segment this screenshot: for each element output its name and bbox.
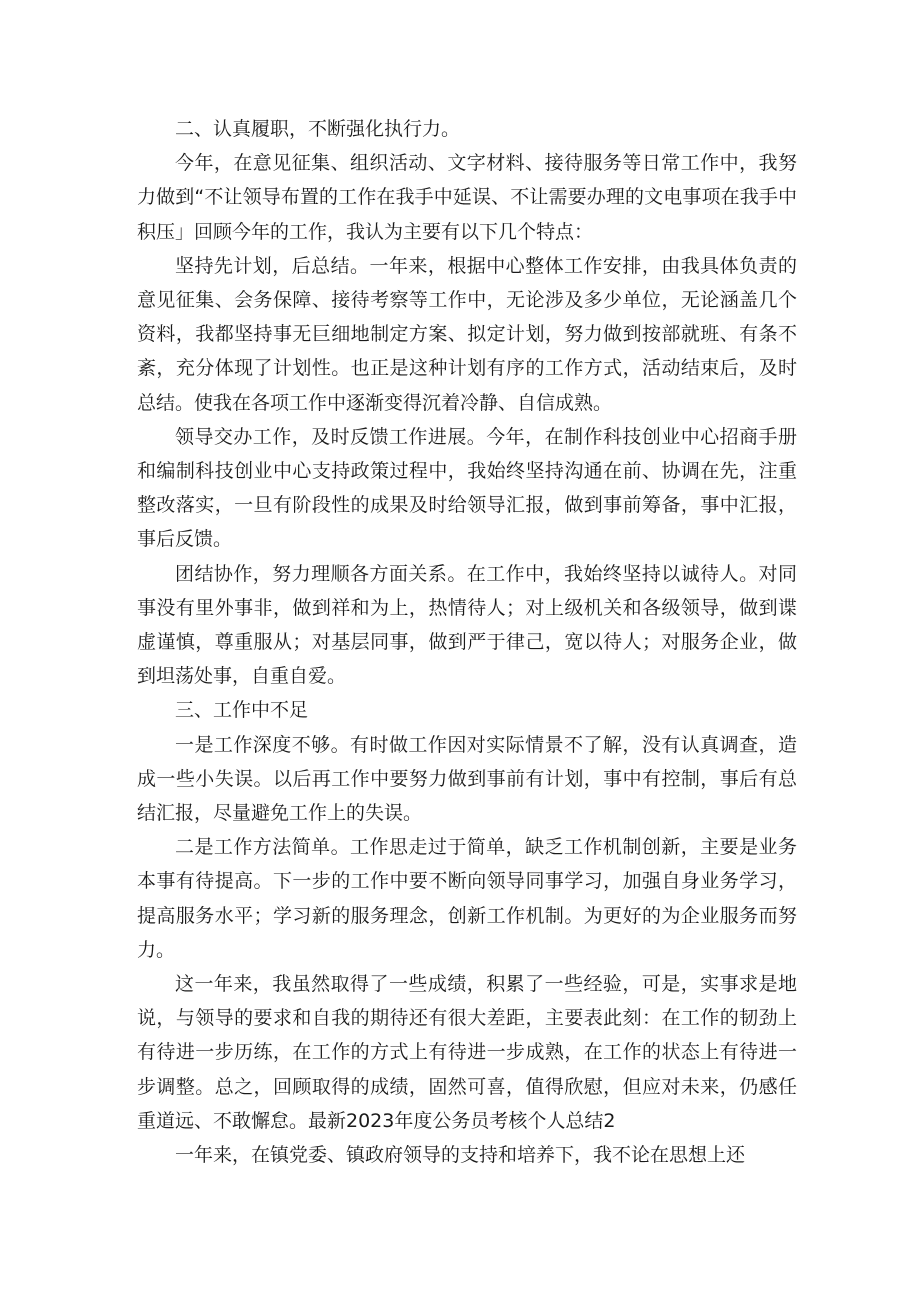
paragraph: 领导交办工作，及时反馈工作进展。今年，在制作科技创业中心招商手册和编制科技创业中心支持政策过程中，我始终坚持沟通在前、协调在先，注重整改落实，一旦有阶段性的成果及时给领导汇报，做到事前筹备，事中汇报，事后反馈。 [137,425,797,551]
section-heading-3: 三、工作中不足 [175,699,309,722]
paragraph: 一是工作深度不够。有时做工作因对实际情景不了解，没有认真调查，造成一些小失误。以后再工作中要努力做到事前有计划，事中有控制，事后有总结汇报，尽量避免工作上的失误。 [137,733,797,825]
paragraph: 团结协作，努力理顺各方面关系。在工作中，我始终坚持以诚待人。对同事没有里外事非，做到祥和为上，热情待人；对上级机关和各级领导，做到谍虚谨慎，尊重服从；对基层同事，做到严于律己，宽以待人；对服务企业，做到坦荡处事，自重自爱。 [137,562,797,688]
section-heading-2: 二、认真履职，不断强化执行力。 [175,118,461,140]
paragraph: 这一年来，我虽然取得了一些成绩，积累了一些经验，可是，实事求是地说，与领导的要求和自我的期待还有很大差距，主要表此刻：在工作的韧劲上有待进一步历练，在工作的方式上有待进一步成熟，在工作的状态上有待进一步调整。总之，回顾取得的成绩，固然可喜，值得欣慰，但应对未来，仍感任重道远、不敢懈怠。最新2023年度公务员考核个人总结2 [137,973,797,1132]
document-page [137,112,797,1172]
paragraph: 二是工作方法简单。工作思走过于简单，缺乏工作机制创新，主要是业务本事有待提高。下一步的工作中要不断向领导同事学习，加强自身业务学习，提高服务水平；学习新的服务理念，创新工作机制。为更好的为企业服务而努力。 [137,836,797,961]
paragraph: 今年，在意见征集、组织活动、文字材料、接待服务等日常工作中，我努力做到“不让领导布置的工作在我手中延误、不让需要办理的文电事项在我手中积压」回顾今年的工作，我认为主要有以下几个特点： [137,152,797,243]
paragraph: 坚持先计划，后总结。一年来，根据中心整体工作安排，由我具体负责的意见征集、会务保障、接待考察等工作中，无论涉及多少单位，无论涵盖几个资料，我都坚持事无巨细地制定方案、拟定计划，努力做到按部就班、有条不紊，充分体现了计划性。也正是这种计划有序的工作方式，活动结束后，及时总结。使我在各项工作中逐渐变得沉着冷静、自信成熟。 [137,254,797,414]
paragraph: 一年来，在镇党委、镇政府领导的支持和培养下，我不论在思想上还 [175,1144,746,1167]
